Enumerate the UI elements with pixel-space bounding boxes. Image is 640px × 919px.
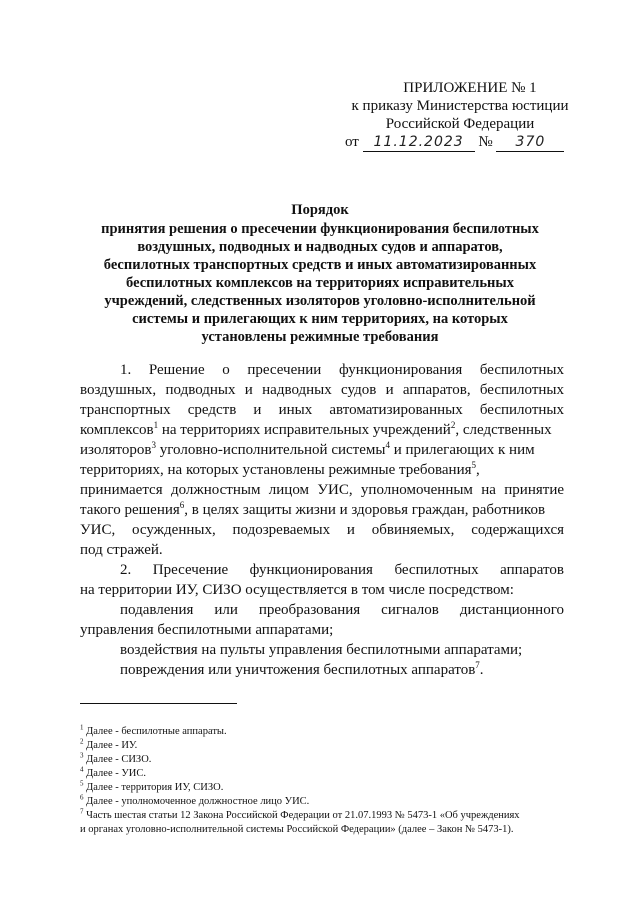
footnote-ref: 1 xyxy=(153,420,159,430)
footnote-text: Далее - СИЗО. xyxy=(86,754,152,765)
text-span: такого решения xyxy=(80,502,180,518)
footnote-ref: 2 xyxy=(450,420,456,430)
order-date-number xyxy=(345,133,564,152)
text-line: принимается должностным лицом УИС, уполномоченным на принятие xyxy=(80,482,564,498)
text-span: , xyxy=(476,462,480,478)
text-line: под стражей. xyxy=(80,542,163,558)
document-heading: Порядок xyxy=(291,202,349,218)
footnote-ref: 5 xyxy=(471,460,477,470)
footnote-ref: 6 xyxy=(179,500,185,510)
footnote-text: Далее - территория ИУ, СИЗО. xyxy=(86,782,224,793)
footnote-number: 3 xyxy=(80,751,84,760)
text-span: , в целях защиты жизни и здоровья граждан, работников xyxy=(184,502,546,518)
footnote-text: и органах уголовно-исполнительной системы Российской Федерации» (далее – Закон № 5473-1). xyxy=(80,824,514,835)
text-line: на территории ИУ, СИЗО осуществляется в том числе посредством: xyxy=(80,582,514,598)
footnote-text: Далее - ИУ. xyxy=(86,740,138,751)
footnote-number: 7 xyxy=(80,807,84,816)
from-label: от xyxy=(345,134,359,150)
footnote-ref: 7 xyxy=(475,660,480,670)
text-line: подавления или преобразования сигналов дистанционного xyxy=(120,602,564,618)
footnote-text: Далее - беспилотные аппараты. xyxy=(86,726,227,737)
text-span: и прилегающих к ним xyxy=(393,442,535,458)
text-line xyxy=(80,461,564,481)
footnote-separator xyxy=(80,703,237,704)
title-line: беспилотных транспортных средств и иных автоматизированных xyxy=(103,257,537,273)
text-line: 1. Решение о пресечении функционирования беспилотных xyxy=(120,362,564,378)
text-span: комплексов xyxy=(80,422,154,438)
text-span: , следственных xyxy=(455,422,552,438)
footnote xyxy=(80,809,520,822)
footnote-text: Часть шестая статьи 12 Закона Российской Федерации от 21.07.1993 № 5473-1 «Об учреждениях xyxy=(86,810,520,821)
footnote-number: 6 xyxy=(80,793,84,802)
text-span: изоляторов xyxy=(80,442,152,458)
footnote-ref: 3 xyxy=(151,440,156,450)
text-span: территориях, на которых установлены режимные требования xyxy=(80,462,472,478)
title-line: воздушных, подводных и надводных судов и аппаратов, xyxy=(137,239,503,255)
footnote-text: Далее - УИС. xyxy=(86,768,146,779)
text-line xyxy=(80,441,564,461)
title-line: беспилотных комплексов на территориях исправительных xyxy=(126,275,514,291)
footnote-number: 4 xyxy=(80,765,84,774)
text-span: на территориях исправительных учреждений xyxy=(161,422,451,438)
footnote-number: 2 xyxy=(80,737,84,746)
order-reference: к приказу Министерства юстиции xyxy=(351,98,569,114)
text-line: воздействия на пульты управления беспилотными аппаратами; xyxy=(120,642,523,658)
footnote-text: Далее - уполномоченное должностное лицо УИС. xyxy=(86,796,310,807)
number-label: № xyxy=(478,134,493,150)
text-span: уголовно-исполнительной системы xyxy=(159,442,386,458)
text-line xyxy=(80,501,564,521)
footnote-number: 1 xyxy=(80,723,84,732)
title-line: установлены режимные требования xyxy=(201,329,439,345)
text-span: повреждения или уничтожения беспилотных аппаратов xyxy=(120,662,476,678)
appendix-title: ПРИЛОЖЕНИЕ № 1 xyxy=(403,80,537,96)
text-line: 2. Пресечение функционирования беспилотных аппаратов xyxy=(120,562,564,578)
footnote-ref: 4 xyxy=(385,440,390,450)
text-line: воздушных, подводных и надводных судов и аппаратов, беспилотных xyxy=(80,382,564,398)
text-line xyxy=(80,421,564,441)
text-line: УИС, осужденных, подозреваемых и обвиняемых, содержащихся xyxy=(80,522,564,538)
text-line: управления беспилотными аппаратами; xyxy=(80,622,334,638)
footnote xyxy=(80,781,223,794)
footnote xyxy=(80,725,227,738)
text-line: транспортных средств и иных автоматизированных беспилотных xyxy=(80,402,564,418)
text-span: . xyxy=(479,662,484,678)
handwritten-date: 11.12.2023 xyxy=(363,133,475,152)
footnote xyxy=(80,753,151,766)
footnote xyxy=(80,823,513,836)
footnote xyxy=(80,795,309,808)
text-line xyxy=(120,661,604,681)
title-line: принятия решения о пресечении функционирования беспилотных xyxy=(101,221,539,237)
title-line: системы и прилегающих к ним территориях, на которых xyxy=(132,311,508,327)
footnote xyxy=(80,767,146,780)
handwritten-number: 370 xyxy=(496,133,564,152)
ministry-name: Российской Федерации xyxy=(385,116,535,132)
title-line: учреждений, следственных изоляторов уголовно-исполнительной xyxy=(104,293,536,309)
footnote xyxy=(80,739,137,752)
footnote-number: 5 xyxy=(80,779,84,788)
